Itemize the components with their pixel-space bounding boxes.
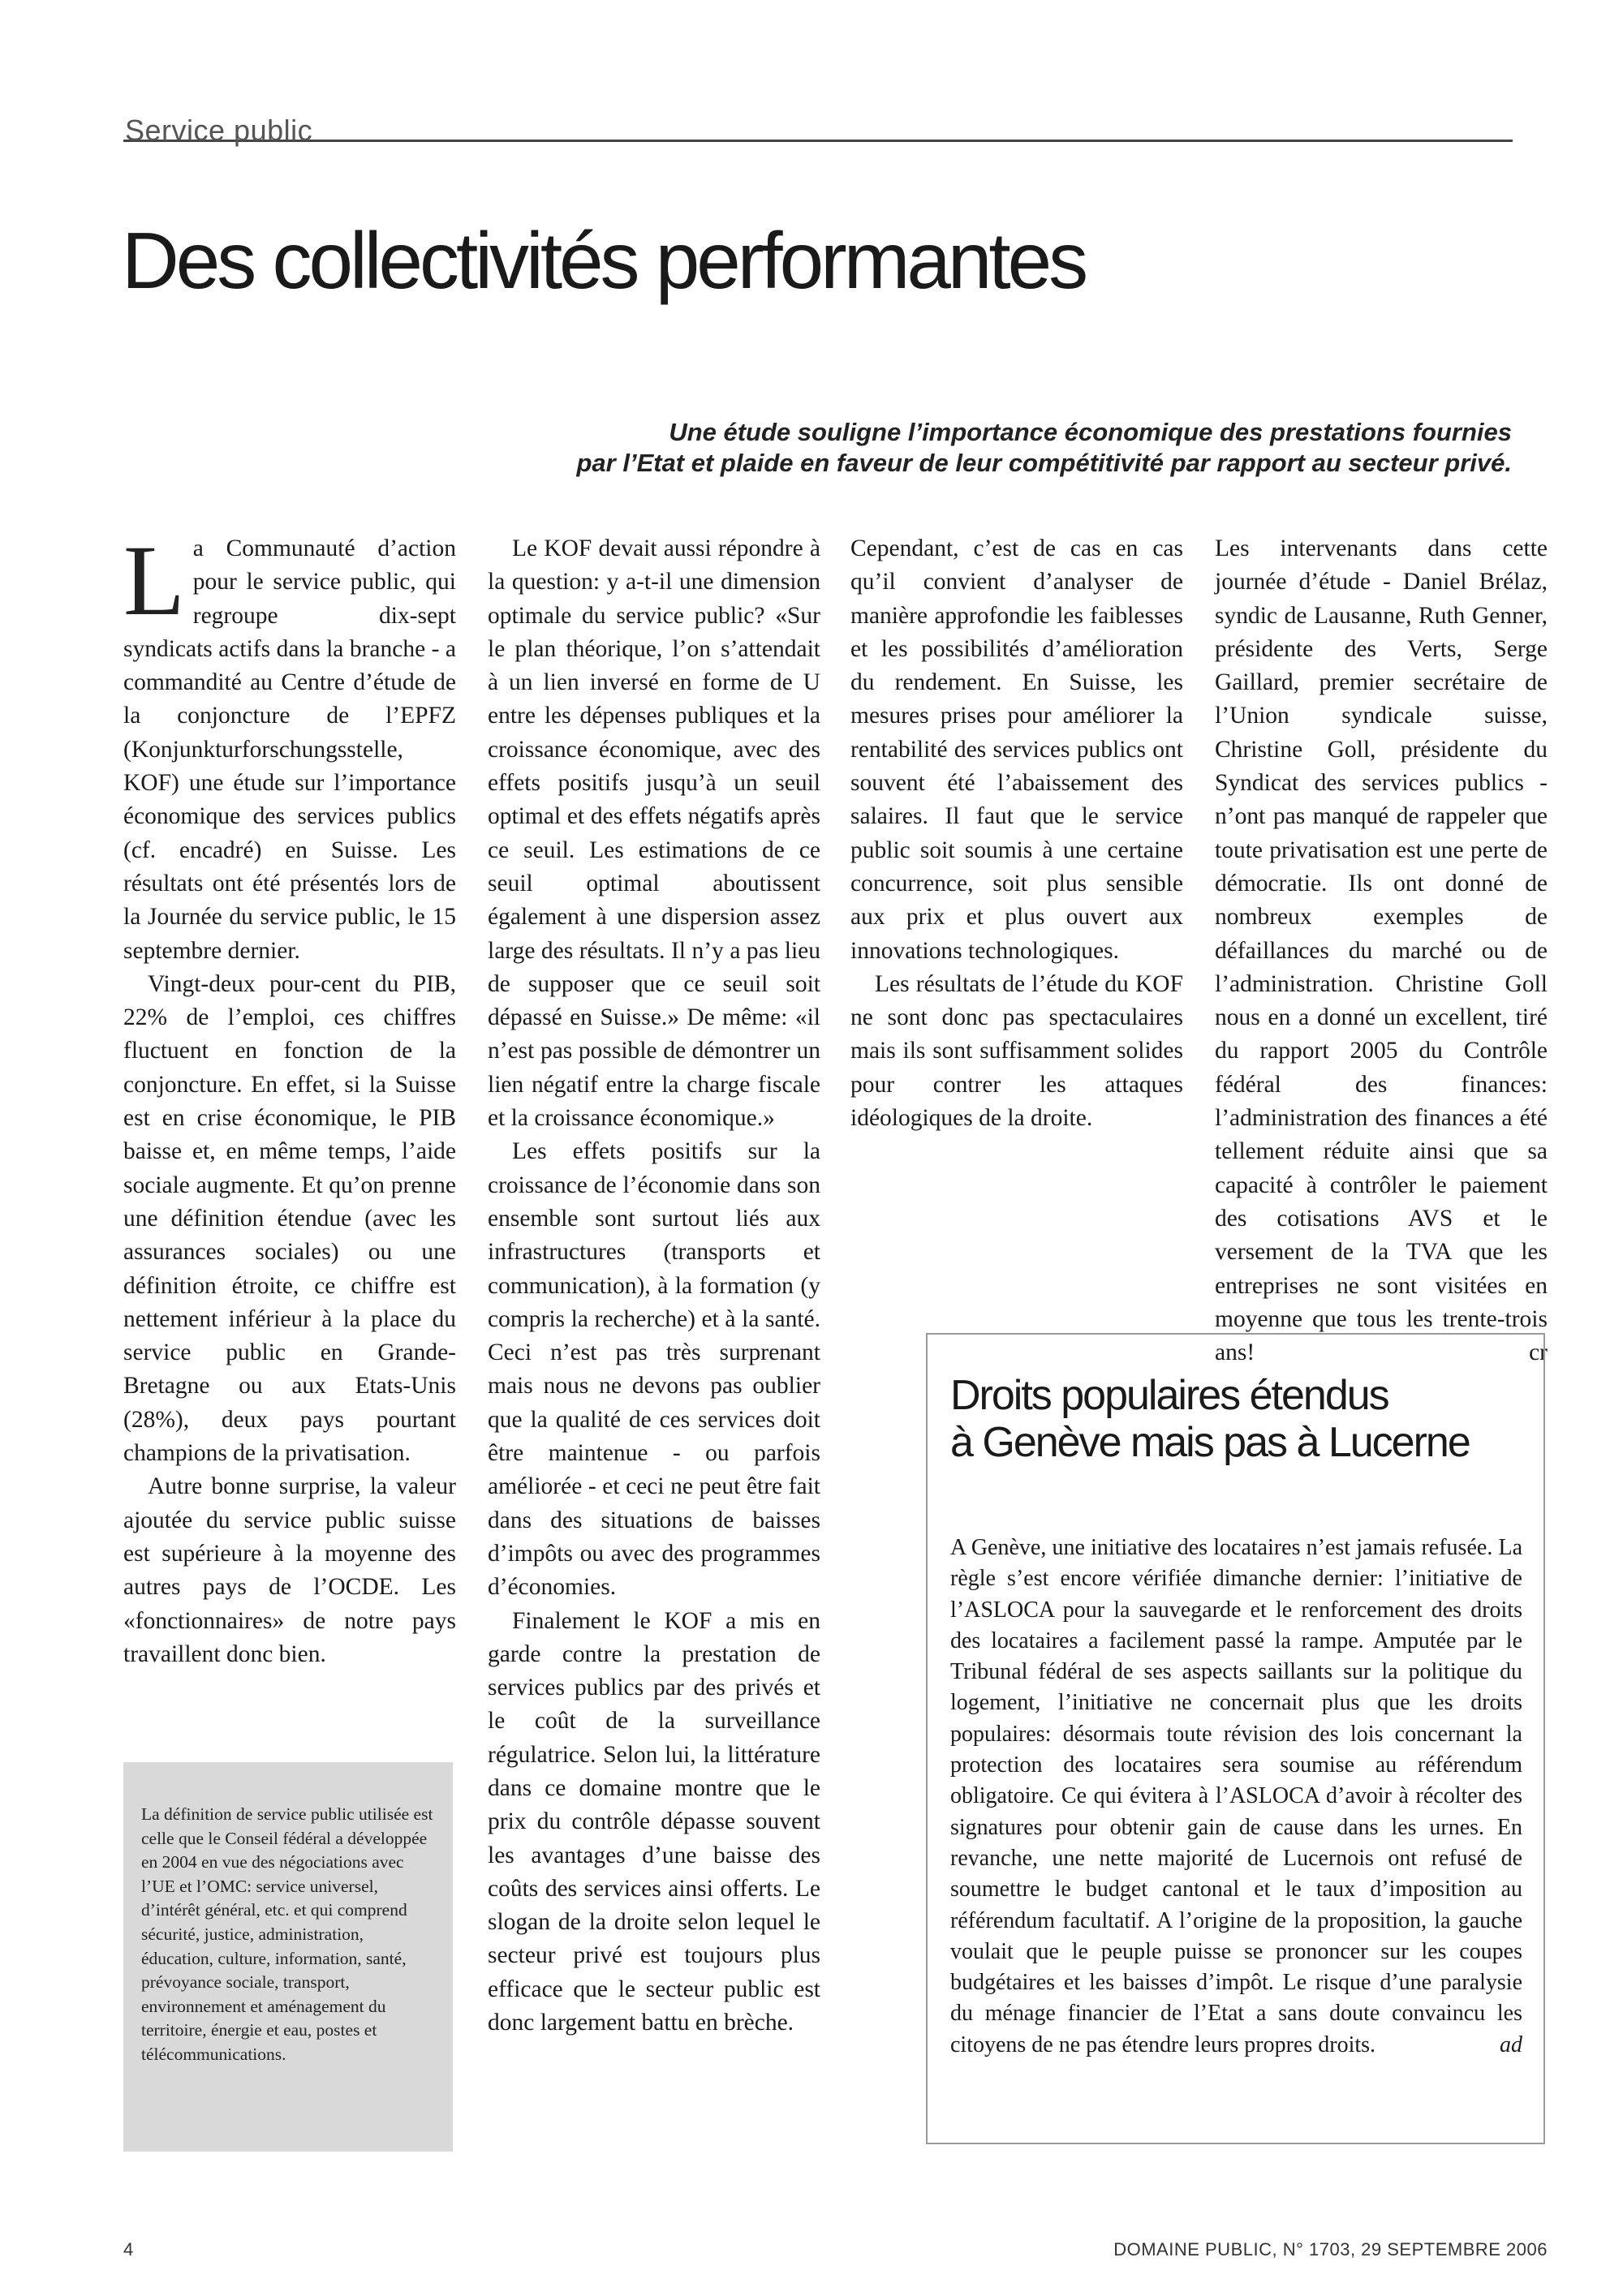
article-lead: [295, 417, 1512, 479]
news-box: [926, 1333, 1545, 2144]
article-paragraph: Les résultats de l’étude du KOF ne sont donc pas spectaculaires mais ils sont suffisamment solides pour contrer les attaques idéologiques de la droite.: [850, 970, 1183, 1132]
box-title: [950, 1372, 1518, 1466]
article-paragraph: Les effets positifs sur la croissance de l’économie dans son ensemble sont surtout liés aux infrastructures (transports et communication), à la formation (y compris la recherche) et à la santé. Ceci n’est pas très surprenant mais nous ne devons pas oublier que la qualité de ces services doit être maintenue - ou parfois améliorée - et ceci ne peut être fait dans des situations de baisses d’impôts ou avec des programmes d’économies.: [488, 1138, 820, 1601]
paragraph-text: a Communauté d’action pour le service public, qui regroupe dix-sept syndicats actifs dans la branche - a commandité au Centre d’étude de la conjoncture de l’EPFZ (Konjunkturforschungsstelle, KOF) une étude sur l’importance économique des services publics (cf. encadré) en Suisse. Les résultats ont été présentés lors de la Journée du service public, le 15 septembre dernier.: [123, 535, 456, 964]
article-signature: cr: [1529, 1339, 1548, 1366]
article-paragraph: Le KOF devait aussi répondre à la question: y a-t-il une dimension optimale du service public? «Sur le plan théorique, l’on s’attendait à un lien inversé en forme de U entre les dépenses publiques et la croissance économique, avec des effets positifs jusqu’à un seuil optimal et des effets négatifs après ce seuil. Les estimations de ce seuil optimal aboutissent également à une dispersion assez large des résultats. Il n’y a pas lieu de supposer que ce seuil soit dépassé en Suisse.» De même: «il n’est pas possible de démontrer un lien négatif entre la charge fiscale et la croissance économique.»: [488, 535, 820, 1132]
section-label: Service public: [125, 114, 313, 147]
box-title-line-2: à Genève mais pas à Lucerne: [950, 1419, 1470, 1466]
drop-cap: L: [123, 525, 185, 636]
article-column-2: [488, 532, 820, 2040]
publication-info: DOMAINE PUBLIC, N° 1703, 29 SEPTEMBRE 2006: [1113, 2239, 1548, 2259]
article-column-1: [123, 525, 456, 1671]
article-paragraph: [1215, 532, 1548, 1369]
article-paragraph: [123, 525, 456, 968]
article-title: Des collectivités performantes: [122, 216, 1086, 305]
box-signature: ad: [1500, 2032, 1522, 2057]
article-paragraph: Finalement le KOF a mis en garde contre la prestation de services publics par des privés et le coût de la surveillance régulatrice. Selon lui, la littérature dans ce domaine montre que le prix du contrôle dépasse souvent les avantages d’une baisse des coûts des services ainsi offerts. Le slogan de la droite selon lequel le secteur privé est toujours plus efficace que le secteur public est donc largement battu en brèche.: [488, 1607, 820, 2036]
section-header: [123, 96, 1513, 147]
sidebar-text: La définition de service public utilisée est celle que le Conseil fédéral a développée en 2004 en vue des négociations avec l’UE et l’OMC: service universel, d’intérêt général, etc. et qui comprend sécurité, justice, administration, éducation, culture, information, santé, prévoyance sociale, transport, environnement et aménagement du territoire, énergie et eau, postes et télécommunications.: [141, 1804, 433, 2064]
box-text: [950, 1533, 1522, 2061]
definition-sidebar: [123, 1762, 453, 2152]
article-paragraph: Cependant, c’est de cas en cas qu’il convient d’analyser de manière approfondie les faiblesses et les possibilités d’amélioration du rendement. En Suisse, les mesures prises pour améliorer la rentabilité des services publics ont souvent été l’abaissement des salaires. Il faut que le service public soit soumis à une certaine concurrence, soit plus sensible aux prix et plus ouvert aux innovations technologiques.: [850, 535, 1183, 964]
article-paragraph: Autre bonne surprise, la valeur ajoutée du service public suisse est supérieure à la moyenne des autres pays de l’OCDE. Les «fonctionnaires» de notre pays travaillent donc bien.: [123, 1473, 456, 1667]
article-column-4: [1215, 532, 1548, 1369]
box-title-line-1: Droits populaires étendus: [950, 1372, 1388, 1419]
lead-line-1: Une étude souligne l’importance économique des prestations fournies: [669, 418, 1512, 446]
article-column-3: [850, 532, 1183, 1135]
paragraph-text: Les intervenants dans cette journée d’étude - Daniel Brélaz, syndic de Lausanne, Ruth Genner, présidente des Verts, Serge Gaillard, premier secrétaire de l’Union syndicale suisse, Christine Goll, présidente du Syndicat des services publics - n’ont pas manqué de rappeler que toute privatisation est une perte de démocratie. Ils ont donné de nombreux exemples de défaillances du marché ou de l’administration. Christine Goll nous en a donné un excellent, tiré du rapport 2005 du Contrôle fédéral des finances: l’administration des finances a été tellement réduite ainsi que sa capacité à contrôler le paiement des cotisations AVS et le versement de la TVA que les entreprises ne sont visitées en moyenne que tous les trente-trois ans!: [1215, 535, 1548, 1366]
page-number: 4: [123, 2239, 134, 2259]
article-paragraph: Vingt-deux pour-cent du PIB, 22% de l’emploi, ces chiffres fluctuent en fonction de la conjoncture. En effet, si la Suisse est en crise économique, le PIB baisse et, en même temps, l’aide sociale augmente. Et qu’on prenne une définition étendue (avec les assurances sociales) ou une définition étroite, ce chiffre est nettement inférieur à la place du service public en Grande-Bretagne ou aux Etats-Unis (28%), deux pays pourtant champions de la privatisation.: [123, 970, 456, 1467]
lead-line-2: par l’Etat et plaide en faveur de leur compétitivité par rapport au secteur privé.: [576, 449, 1512, 477]
box-body: A Genève, une initiative des locataires n’est jamais refusée. La règle s’est encore vérifiée dimanche dernier: l’initiative de l’ASLOCA pour la sauvegarde et le renforcement des droits des locataires a facilement passé la rampe. Amputée par le Tribunal fédéral de ses aspects saillants sur la politique du logement, l’initiative ne concernait plus que les droits populaires: désormais toute révision des lois concernant la protection des locataires sera soumise au référendum obligatoire. Ce qui évitera à l’ASLOCA d’avoir à récolter des signatures pour obtenir gain de cause dans les urnes. En revanche, une nette majorité de Lucernois ont refusé de soumettre le budget cantonal et le taux d’imposition au référendum facultatif. A l’origine de la proposition, la gauche voulait que le peuple puisse se prononcer sur les coupes budgétaires et les baisses d’impôt. Le risque d’une paralysie du ménage financier de l’Etat a sans doute convaincu les citoyens de ne pas étendre leurs propres droits.: [950, 1535, 1522, 2057]
